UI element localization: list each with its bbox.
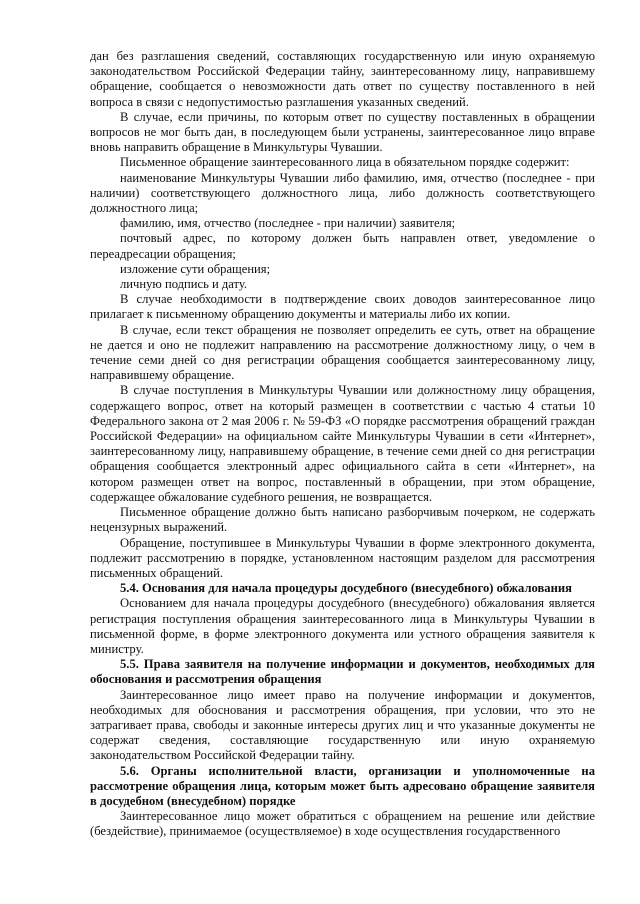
- list-item-essence: изложение сути обращения;: [120, 261, 271, 276]
- paragraph-written-contains: Письменное обращение заинтересованного лица в обязательном порядке содержит:: [120, 155, 570, 170]
- list-item-applicant-name: фамилию, имя, отчество (последнее - при наличии) заявителя;: [120, 216, 456, 231]
- paragraph-electronic-document: Обращение, поступившее в Минкультуры Чувашии в форме электронного документа, подлежит рассмотрению в порядке, установленном настоящим разделом для рассмотрения письменных обращений.: [90, 535, 595, 580]
- paragraph-supporting-documents: В случае необходимости в подтверждение своих доводов заинтересованное лицо прилагает к письменному обращению документы и материалы либо их копии.: [90, 292, 595, 322]
- section-5-6-heading: 5.6. Органы исполнительной власти, организации и уполномоченные на рассмотрение обращения лица, которым может быть адресовано обращение заявителя в досудебном (внесудебном) порядке: [90, 763, 595, 808]
- list-item-postal-address: почтовый адрес, по которому должен быть направлен ответ, уведомление о переадресации обращения;: [90, 231, 595, 261]
- section-5-5-body: Заинтересованное лицо имеет право на получение информации и документов, необходимых для обоснования и рассмотрения обращения, при условии, что это не затрагивает права, свободы и законные интересы других лиц и что указанные документы не содержат сведения, составляющие государственную или иную охраняемую законодательством Российской Федерации тайну.: [90, 687, 595, 763]
- section-5-4-body: Основанием для начала процедуры досудебного (внесудебного) обжалования является регистрация поступления обращения заинтересованного лица в Минкультуры Чувашии в письменной форме, в форме электронного документа или устного обращения заявителя к министру.: [90, 596, 595, 656]
- paragraph-answer-published: В случае поступления в Минкультуры Чувашии или должностному лицу обращения, содержащего вопрос, ответ на который размещен в соответствии с частью 4 статьи 10 Федерального закона от 2 мая 2006 г. № 59-ФЗ «О порядке рассмотрения обращений граждан Российской Федерации» на официальном сайте Минкультуры Чувашии в сети «Интернет», заинтересованному лицу, направившему обращение, в течение семи дней со дня регистрации обращения сообщается электронный адрес официального сайта в сети «Интернет», на котором размещен ответ на вопрос, поставленный в обращении, при этом обращение, содержащее обжалование судебного решения, не возвращается.: [90, 383, 595, 504]
- list-item-signature: личную подпись и дату.: [120, 277, 248, 292]
- section-5-5-heading: 5.5. Права заявителя на получение информации и документов, необходимых для обоснования и рассмотрения обращения: [90, 657, 595, 687]
- paragraph-reasons-eliminated: В случае, если причины, по которым ответ по существу поставленных в обращении вопросов не мог быть дан, в последующем были устранены, заинтересованное лицо вправе вновь направить обращение в Минкультуры Чувашии.: [90, 109, 595, 155]
- paragraph-continuation: дан без разглашения сведений, составляющих государственную или иную охраняемую законодательством Российской Федерации тайну, заинтересованному лицу, направившему обращение, сообщается о невозможности дать ответ по существу поставленного в ней вопроса в связи с недопустимостью разглашения указанных сведений.: [90, 49, 595, 109]
- paragraph-handwriting: Письменное обращение должно быть написано разборчивым почерком, не содержать нецензурных выражений.: [90, 505, 595, 535]
- section-5-6-body: Заинтересованное лицо может обратиться с обращением на решение или действие (бездействие), принимаемое (осуществляемое) в ходе осуществления государственного: [90, 809, 595, 839]
- section-5-4-heading: 5.4. Основания для начала процедуры досудебного (внесудебного) обжалования: [120, 581, 572, 596]
- list-item-ministry-name: наименование Минкультуры Чувашии либо фамилию, имя, отчество (последнее - при наличии) соответствующего должностного лица, либо должность соответствующего должностного лица;: [90, 170, 595, 216]
- paragraph-unreadable-text: В случае, если текст обращения не позволяет определить ее суть, ответ на обращение не дается и оно не подлежит направлению на рассмотрение должностному лицу, о чем в течение семи дней со дня регистрации обращения сообщается заинтересованному лицу, направившему обращение.: [90, 322, 595, 383]
- document-page: [90, 49, 595, 840]
